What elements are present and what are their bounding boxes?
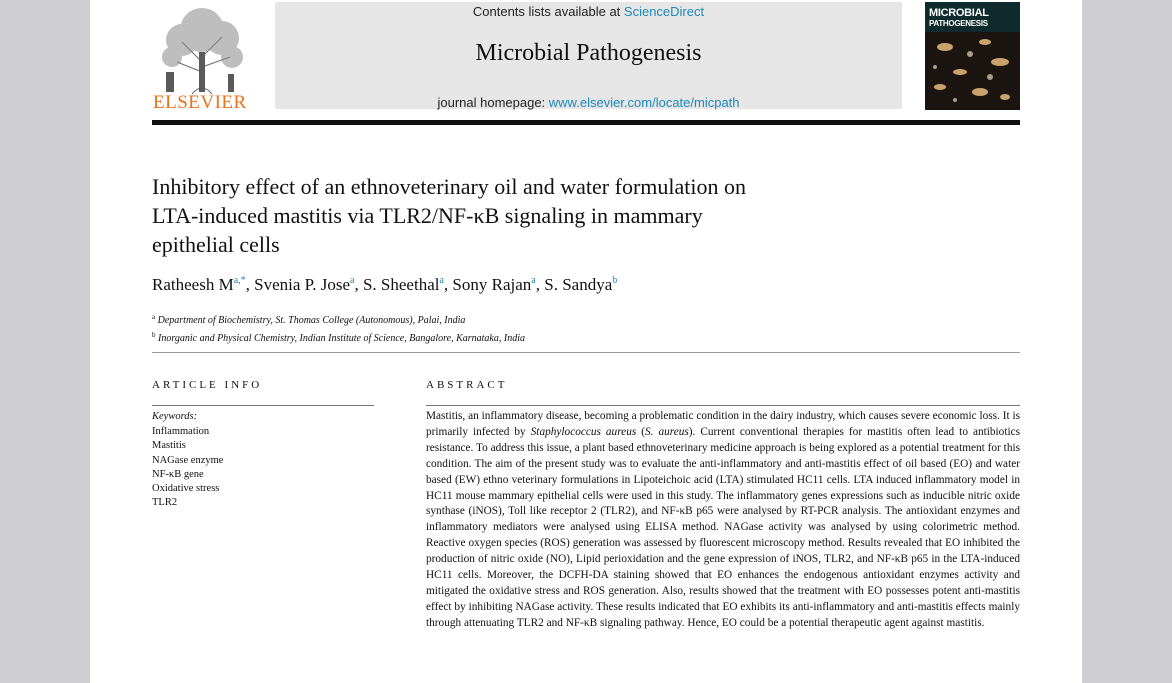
author-affiliation-mark[interactable]: a <box>531 275 536 286</box>
article-page <box>90 0 1082 683</box>
sciencedirect-link[interactable]: ScienceDirect <box>623 4 705 19</box>
author-affiliation-mark[interactable]: a <box>350 275 355 286</box>
author-separator: , <box>535 275 545 294</box>
title-line-2: LTA-induced mastitis via TLR2/NF-κB signaling in mammary <box>152 203 703 228</box>
cover-title <box>929 8 1017 28</box>
keyword-item: Oxidative stress <box>152 483 220 495</box>
publisher-name: ELSEVIER <box>153 92 247 113</box>
keyword-item: Inflammation <box>152 426 210 437</box>
cover-title-line2: PATHOGENESIS <box>929 19 988 28</box>
abstract-segment: Mastitis, an inflammatory disease, becoming a problematic condition in the dairy industry, which causes severe economic loss. It is primarily infected by <box>426 410 1020 438</box>
author-name[interactable]: S. Sandya <box>544 275 613 294</box>
author-list <box>152 275 952 295</box>
keyword-item: TLR2 <box>152 497 178 509</box>
journal-masthead <box>275 2 902 109</box>
journal-homepage-link[interactable]: www.elsevier.com/locate/micpath <box>548 95 740 110</box>
abstract-rule <box>426 405 1020 406</box>
keywords-label: Keywords: <box>152 411 198 422</box>
homepage-prefix: journal homepage: <box>437 95 549 110</box>
affiliation-item <box>152 310 952 328</box>
abstract-text <box>426 409 1020 632</box>
journal-cover-thumbnail <box>925 2 1020 110</box>
affiliation-text: Department of Biochemistry, St. Thomas College (Autonomous), Palai, India <box>157 315 466 326</box>
keyword-item: NAGase enzyme <box>152 454 224 466</box>
article-title <box>152 172 872 259</box>
author-separator: , <box>443 275 453 294</box>
author-separator: , <box>354 275 363 294</box>
keyword-item: NF-κB gene <box>152 468 204 480</box>
affiliation-item <box>152 328 952 346</box>
abstract-segment: ). Current conventional therapies for mastitis often lead to antibiotics resistance. To address this issue, a plant based ethnoveterinary medicine approach is being explored as a potential treatment for this condition. The aim of the present study was to evaluate the anti-inflammatory and anti-mastitis effect of oil based (EO) and water based (EW) ethno veterinary formulations in Lipoteichoic acid (LTA) stimulated HC11 cells. LTA induced inflammatory model in HC11 mouse mammary epithelial cells were used in this study. The inflammatory genes expressions such as inducible nitric oxide synthase (iNOS), Toll like receptor 2 (TLR2), and NF-κB p65 were analysed by RT-PCR analysis. The antioxidant enzymes and inflammatory mediators were analysed using ELISA method. NAGase activity was analysed by using colorimetric method. Reactive oxygen species (ROS) generation was assessed by fluorescent microscopy method. Results revealed that EO inhibited the production of nitric oxide (NO), Lipid perioxidation and the gene expression of iNOS, TLR2, and NF-κB p65 in the LTA-induced HC11 cells. Moreover, the DCFH-DA staining showed that EO enhances the endogenous antioxidant enzymes activity and mitigated the oxidative stress and ROS generation. Also, results showed that the treatment with EO possesses potent anti-mastitis effect by inhibiting NAGase activity. These results indicated that EO exhibits its anti-inflammatory and anti-mastitis effects mainly through attenuating TLR2 and NF-κB signaling pathway. Hence, EO could be a potential therapeutic agent against mastitis. <box>426 425 1021 629</box>
cover-micrograph-art <box>925 32 1020 110</box>
keyword-item: Mastitis <box>152 440 186 452</box>
author-affiliation-mark[interactable]: a,* <box>233 275 246 286</box>
author-separator: , <box>245 275 255 294</box>
abstract-organism-short: S. aureus <box>645 425 689 438</box>
affiliations <box>152 310 952 346</box>
abstract-organism: Staphylococcus aureus <box>530 425 637 438</box>
article-info-heading: ARTICLE INFO <box>152 379 263 391</box>
affiliation-mark: a <box>152 313 156 321</box>
author-name[interactable]: S. Sheethal <box>362 275 440 294</box>
article-info-rule <box>152 405 374 406</box>
abstract-segment: ( <box>636 425 645 438</box>
affiliation-mark: b <box>152 331 156 339</box>
header-rule <box>152 120 1020 125</box>
author-name[interactable]: Ratheesh M <box>152 275 234 294</box>
contents-prefix: Contents lists available at <box>472 4 624 19</box>
author-affiliation-mark[interactable]: b <box>612 275 618 286</box>
affiliation-text: Inorganic and Physical Chemistry, Indian Institute of Science, Bangalore, Karnataka, India <box>158 333 525 344</box>
title-line-1: Inhibitory effect of an ethnoveterinary oil and water formulation on <box>152 174 746 199</box>
keywords-list <box>152 425 223 511</box>
abstract-heading: ABSTRACT <box>426 379 508 391</box>
cover-title-line1: MICROBIAL <box>929 7 989 19</box>
journal-title: Microbial Pathogenesis <box>475 40 702 66</box>
section-divider <box>152 352 1020 353</box>
contents-line <box>275 4 902 19</box>
author-name[interactable]: Sony Rajan <box>452 275 532 294</box>
author-name[interactable]: Svenia P. Jose <box>254 275 351 294</box>
title-line-3: epithelial cells <box>152 232 280 257</box>
homepage-line <box>275 95 902 110</box>
author-affiliation-mark[interactable]: a <box>439 275 444 286</box>
